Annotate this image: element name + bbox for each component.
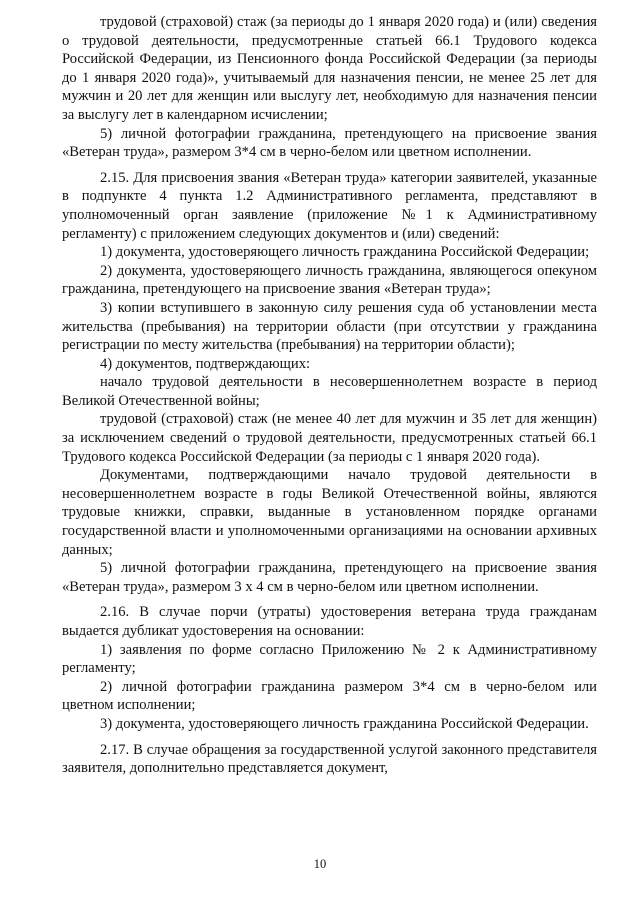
sub-item-work-start-wartime: начало трудовой деятельности в несовершеннолетнем возрасте в период Великой Отечественной войны;	[62, 374, 597, 409]
list-item-confirming-documents: 4) документов, подтверждающих:	[100, 355, 311, 372]
list-item-guardian-identity: 2) документа, удостоверяющего личность гражданина, являющегося опекуном гражданина, претендующего на присвоение звания «Ветеран труда»;	[62, 262, 597, 298]
paragraph-section-2-17: 2.17. В случае обращения за государственной услугой законного представителя заявителя, дополнительно представляется документ,	[62, 741, 597, 777]
list-item-application-form: 1) заявления по форме согласно Приложению № 2 к Административному регламенту;	[62, 641, 597, 677]
paragraph-photo-requirement: 5) личной фотографии гражданина, претендующего на присвоение звания «Ветеран труда», размером 3*4 см в черно-белом или цветном исполнении.	[62, 125, 597, 161]
list-item-photo-3x4: 5) личной фотографии гражданина, претендующего на присвоение звания «Ветеран труда», размером 3 х 4 см в черно-белом или цветном исполнении.	[62, 560, 597, 595]
sub-item-insurance-experience: трудовой (страховой) стаж (не менее 40 лет для мужчин и 35 лет для женщин) за исключением сведений о трудовой деятельности, предусмотренных статьей 66.1 Трудового кодекса Российской Федерации (за периоды с 1 января 2020 года).	[62, 411, 597, 465]
paragraph-confirming-documents-definition: Документами, подтверждающими начало трудовой деятельности в несовершеннолетнем возрасте в годы Великой Отечественной войны, являются трудовые книжки, справки, выданные в установленном порядке органами государственной власти и уполномоченными организациями на основании архивных данных;	[62, 467, 597, 558]
list-item-identity-document: 1) документа, удостоверяющего личность гражданина Российской Федерации;	[100, 244, 590, 261]
document-body	[62, 13, 597, 778]
list-item-photo-duplicate: 2) личной фотографии гражданина размером 3*4 см в черно-белом или цветном исполнении;	[62, 678, 597, 714]
list-item-identity-duplicate: 3) документа, удостоверяющего личность гражданина Российской Федерации.	[100, 715, 589, 732]
paragraph-section-2-15: 2.15. Для присвоения звания «Ветеран труда» категории заявителей, указанные в подпункте 4 пункта 1.2 Административного регламента, представляют в уполномоченный орган заявление (приложение №1 к Административному регламенту) с приложением следующих документов и (или) сведений:	[62, 169, 597, 242]
paragraph-work-experience-continued: трудовой (страховой) стаж (за периоды до 1 января 2020 года) и (или) сведения о трудовой деятельности, предусмотренные статьей 66.1 Трудового кодекса Российской Федерации, из Пенсионного фонда Российской Федерации (за периоды до 1 января 2020 года)», учитываемый для назначения пенсии, не менее 25 лет для мужчин и 20 лет для женщин или выслугу лет, необходимую для назначения пенсии за выслугу лет в календарном исчислении;	[62, 14, 597, 123]
page-number: 10	[313, 857, 327, 871]
paragraph-section-2-16: 2.16. В случае порчи (утраты) удостоверения ветерана труда гражданам выдается дубликат удостоверения на основании:	[62, 604, 597, 639]
list-item-court-decision: 3) копии вступившего в законную силу решения суда об установлении места жительства (пребывания) на территории области (при отсутствии у гражданина регистрации по месту жительства (пребывания) на территории области);	[62, 299, 597, 354]
